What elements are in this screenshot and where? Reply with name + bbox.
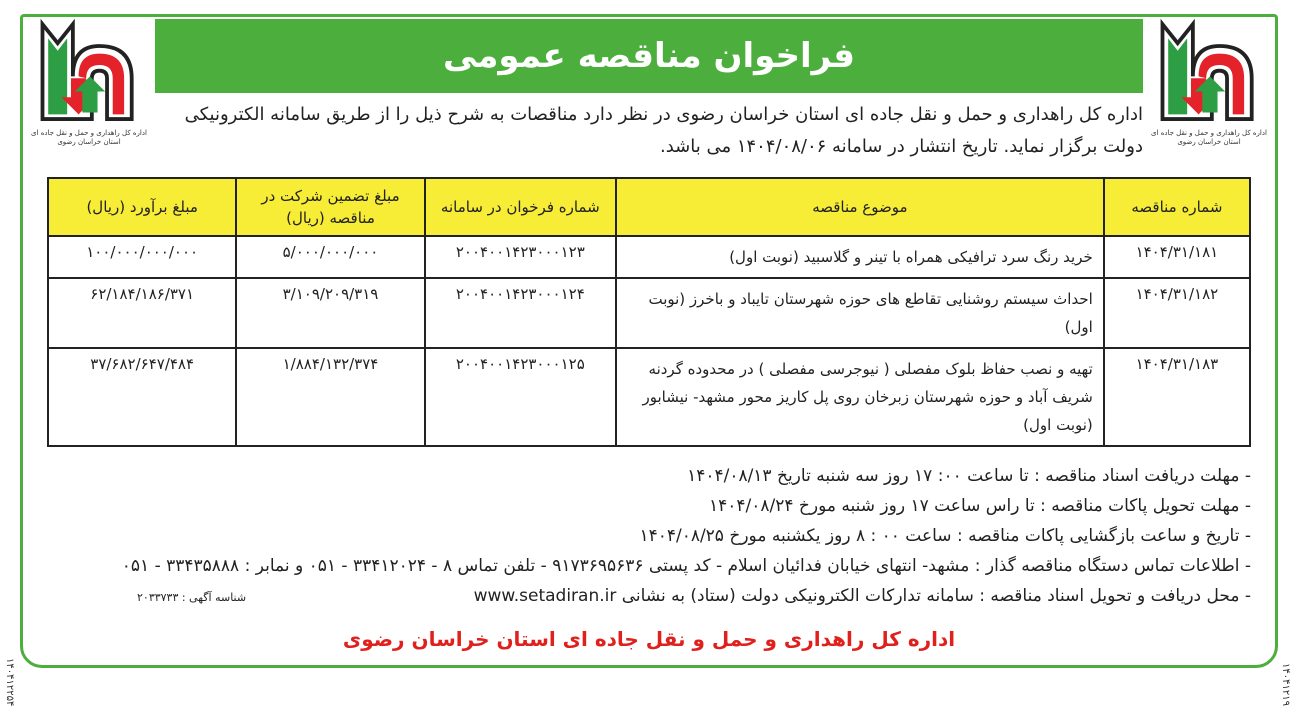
tender-conditions	[27, 447, 1271, 613]
side-code-right: ۱۴۰۴۱۲۱۹	[1280, 663, 1291, 706]
estimate-amount: ۶۲/۱۸۴/۱۸۶/۳۷۱	[48, 278, 236, 348]
page-title: فراخوان مناقصه عمومی	[155, 19, 1143, 93]
tenders-table	[47, 177, 1251, 447]
header-estimate: مبلغ برآورد (ریال)	[48, 178, 236, 236]
estimate-amount: ۳۷/۶۸۲/۶۴۷/۴۸۴	[48, 348, 236, 446]
contact-info: - اطلاعات تماس دستگاه مناقصه گذار : مشهد- انتهای خیابان فدائیان اسلام - کد پستی ۹۱۷۳۶۹۵۶۳۶ - تلفن تماس ۸ - ۳۳۴۱۲۰۲۴ - ۰۵۱ و نمابر : ۳۳۴۳۵۸۸۸ - ۰۵۱	[121, 556, 1251, 576]
tender-number: ۱۴۰۴/۳۱/۱۸۱	[1104, 236, 1250, 278]
table-row	[48, 236, 1250, 278]
logo-caption: اداره کل راهداری و حمل و نقل جاده ای استان خراسان رضوی	[1151, 129, 1267, 146]
table-row	[48, 348, 1250, 446]
guarantee-amount: ۳/۱۰۹/۲۰۹/۳۱۹	[236, 278, 424, 348]
header-center	[155, 19, 1143, 163]
logo-right	[1147, 19, 1271, 163]
tender-subject: تهیه و نصب حفاظ بلوک مفصلی ( نیوجرسی مفصلی ) در محدوده گردنه شریف آباد و حوزه شهرستان زبرخان روی پل کاریز محور مشهد- نیشابور (نوبت اول)	[616, 348, 1104, 446]
intro-text: اداره کل راهداری و حمل و نقل جاده ای استان خراسان رضوی در نظر دارد مناقصات به شرح ذیل را از طریق سامانه الکترونیکی دولت برگزار نماید. تاریخ انتشار در سامانه ۱۴۰۴/۰۸/۰۶ می باشد.	[184, 104, 1143, 157]
ad-frame	[20, 14, 1278, 668]
footer-organization: اداره کل راهداری و حمل و نقل جاده ای استان خراسان رضوی	[342, 627, 956, 651]
opening-date: - تاریخ و ساعت بازگشایی پاکات مناقصه : ساعت ۰۰ : ۸ روز یکشنبه مورخ ۱۴۰۴/۰۸/۲۵	[639, 526, 1251, 546]
table-wrapper	[27, 163, 1271, 447]
ad-header	[27, 19, 1271, 163]
estimate-amount: ۱۰۰/۰۰۰/۰۰۰/۰۰۰	[48, 236, 236, 278]
call-number: ۲۰۰۴۰۰۱۴۲۳۰۰۰۱۲۴	[425, 278, 616, 348]
docs-location-row	[47, 581, 1251, 613]
header-subject: موضوع مناقصه	[616, 178, 1104, 236]
docs-location: - محل دریافت و تحویل اسناد مناقصه : سامانه تدارکات الکترونیکی دولت (ستاد) به نشانی www.setadiran.ir	[473, 586, 1251, 606]
logo-caption: اداره کل راهداری و حمل و نقل جاده ای استان خراسان رضوی	[31, 129, 147, 146]
table-header-row	[48, 178, 1250, 236]
docs-deadline: - مهلت دریافت اسناد مناقصه : تا ساعت ۰۰: ۱۷ روز سه شنبه تاریخ ۱۴۰۴/۰۸/۱۳	[687, 466, 1251, 486]
table-row	[48, 278, 1250, 348]
road-maintenance-logo-icon	[33, 19, 145, 129]
submission-deadline: - مهلت تحویل پاکات مناقصه : تا راس ساعت ۱۷ روز شنبه مورخ ۱۴۰۴/۰۸/۲۴	[708, 496, 1251, 516]
tender-subject: احداث سیستم روشنایی تقاطع های حوزه شهرستان تایباد و باخرز (نوبت اول)	[616, 278, 1104, 348]
header-tender-number: شماره مناقصه	[1104, 178, 1250, 236]
header-guarantee: مبلغ تضمین شرکت در مناقصه (ریال)	[236, 178, 424, 236]
side-code-left: ۱۴۰۴۱۲۲۵۴	[4, 657, 15, 706]
call-number: ۲۰۰۴۰۰۱۴۲۳۰۰۰۱۲۳	[425, 236, 616, 278]
road-maintenance-logo-icon	[1153, 19, 1265, 129]
ad-id: شناسه آگهی : ۲۰۳۳۷۳۳	[137, 591, 247, 604]
tender-number: ۱۴۰۴/۳۱/۱۸۲	[1104, 278, 1250, 348]
tender-number: ۱۴۰۴/۳۱/۱۸۳	[1104, 348, 1250, 446]
logo-left	[27, 19, 151, 163]
guarantee-amount: ۱/۸۸۴/۱۳۲/۳۷۴	[236, 348, 424, 446]
call-number: ۲۰۰۴۰۰۱۴۲۳۰۰۰۱۲۵	[425, 348, 616, 446]
tender-subject: خرید رنگ سرد ترافیکی همراه با تینر و گلاسبید (نوبت اول)	[616, 236, 1104, 278]
header-call-number: شماره فرخوان در سامانه	[425, 178, 616, 236]
guarantee-amount: ۵/۰۰۰/۰۰۰/۰۰۰	[236, 236, 424, 278]
